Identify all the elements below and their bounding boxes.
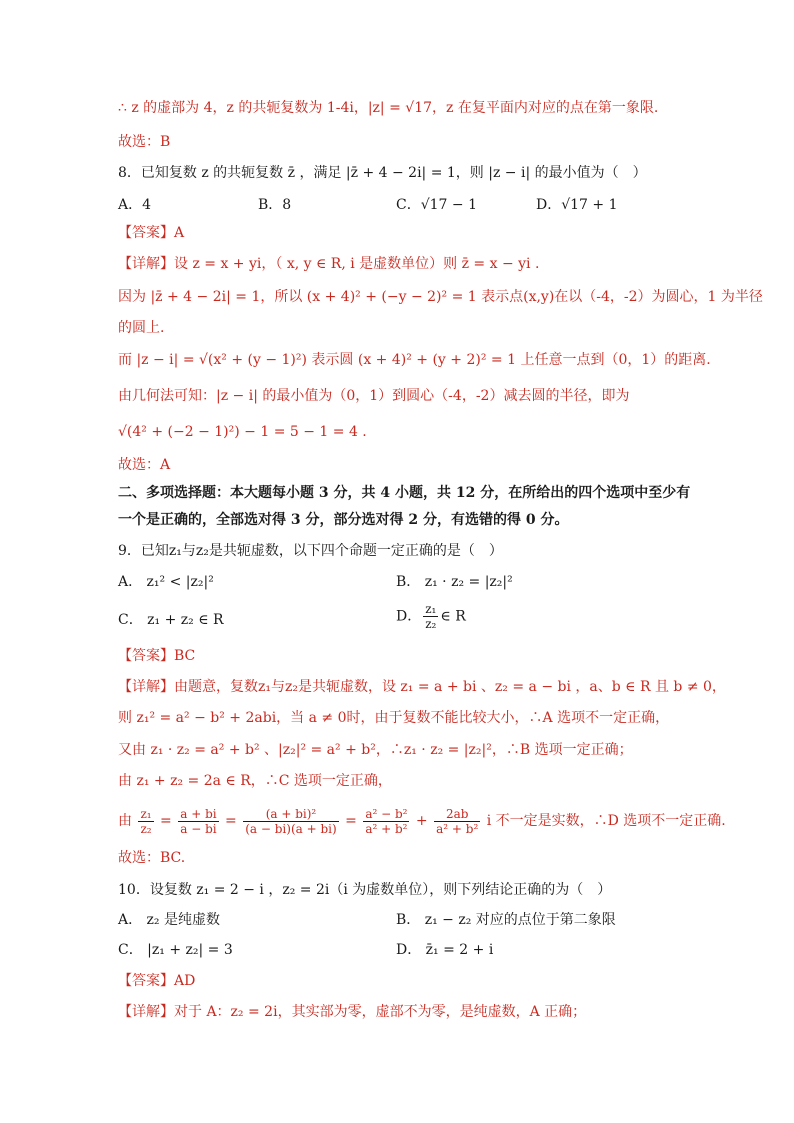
- fraction-denominator: a² + b²: [436, 821, 479, 836]
- question-10: 10．设复数 z₁ = 2 − i ，z₂ = 2i（i 为虚数单位），则下列结论正确的为（ ）: [118, 882, 612, 898]
- q8-option-c: C．√17 − 1: [396, 197, 477, 213]
- fraction: [243, 807, 338, 836]
- q8-option-a: A．4: [118, 197, 152, 213]
- q8-selection: 故选：A: [118, 457, 171, 473]
- q9-option-d-label: D．: [396, 608, 422, 625]
- q9-detail-4: 由 z₁ + z₂ = 2a ∈ R，∴C 选项一定正确，: [118, 773, 392, 789]
- q9-answer: 【答案】BC: [118, 648, 196, 664]
- fraction-numerator: (a + bi)²: [243, 807, 338, 822]
- fraction-denominator: a² + b²: [365, 821, 408, 836]
- equals: =: [225, 813, 237, 829]
- section-2-heading-1: 二、多项选择题：本大题每小题 3 分，共 4 小题，共 12 分，在所给出的四个选项中至少有: [118, 485, 691, 501]
- q9-option-c: C． z₁ + z₂ ∈ R: [118, 612, 224, 628]
- q8-detail-6: √(4² + (−2 − 1)²) − 1 = 5 − 1 = 4 .: [118, 424, 367, 440]
- fraction: [423, 602, 438, 631]
- fraction: [178, 807, 218, 836]
- q9-option-d-suffix: ∈ R: [440, 608, 466, 625]
- q9-option-d: [396, 602, 466, 631]
- fraction: [434, 807, 480, 836]
- q9-detail-2: 则 z₁² = a² − b² + 2abi，当 a ≠ 0时，由于复数不能比较大小，∴A 选项不一定正确，: [118, 710, 670, 726]
- fraction-denominator: z₂: [425, 617, 437, 631]
- q9-option-a: A． z₁² < |z₂|²: [118, 574, 214, 590]
- q10-answer: 【答案】AD: [118, 973, 196, 989]
- fraction-numerator: a² − b²: [365, 806, 408, 821]
- q9-detail-3: 又由 z₁ · z₂ = a² + b² 、|z₂|² = a² + b²，∴z₁ · z₂ = |z₂|²，∴B 选项一定正确；: [118, 742, 633, 758]
- section-2-heading-2: 一个是正确的，全部选对得 3 分，部分选对得 2 分，有选错的得 0 分。: [118, 512, 569, 528]
- question-8: 8．已知复数 z 的共轭复数 z̄ ，满足 |z̄ + 4 − 2i| = 1，则 |z − i| 的最小值为（ ）: [118, 165, 647, 181]
- q10-option-d: D． z̄₁ = 2 + i: [396, 942, 494, 958]
- fraction-denominator: z₂: [140, 821, 152, 836]
- q8-detail-2: 因为 |z̄ + 4 − 2i| = 1，所以 (x + 4)² + (−y − 2)² = 1 表示点(x,y)在以（-4，-2）为圆心，1 为半径: [118, 289, 763, 305]
- fraction-numerator: z₁: [140, 806, 152, 821]
- text: i 不一定是实数，∴D 选项不一定正确.: [486, 813, 726, 829]
- q10-detail-1: 【详解】对于 A：z₂ = 2i，其实部为零，虚部不为零，是纯虚数，A 正确；: [118, 1004, 587, 1020]
- q10-option-b: B． z₁ − z₂ 对应的点位于第二象限: [396, 912, 616, 928]
- fraction-numerator: a + bi: [180, 806, 217, 821]
- fraction-denominator: a − bi: [180, 821, 217, 836]
- fraction-numerator: z₁: [425, 602, 437, 616]
- solution-line: ∴ z 的虚部为 4，z 的共轭复数为 1-4i，|z| = √17，z 在复平面内对应的点在第一象限.: [118, 100, 659, 116]
- q9-selection: 故选：BC.: [118, 850, 186, 866]
- q9-detail-1: 【详解】由题意，复数z₁与z₂是共轭虚数，设 z₁ = a + bi 、z₂ = a − bi ，a、b ∈ R 且 b ≠ 0，: [118, 679, 726, 695]
- text: 由: [118, 813, 132, 829]
- q8-answer: 【答案】A: [118, 225, 185, 241]
- equals: =: [160, 813, 172, 829]
- equals: =: [345, 813, 357, 829]
- plus: +: [415, 813, 428, 829]
- question-9: 9．已知z₁与z₂是共轭虚数，以下四个命题一定正确的是（ ）: [118, 543, 503, 559]
- q8-detail-3: 的圆上.: [118, 320, 165, 336]
- q8-option-d: D．√17 + 1: [536, 197, 618, 213]
- q8-detail-1: 【详解】设 z = x + yi，（ x, y ∈ R, i 是虚数单位）则 z̄ = x − yi .: [118, 256, 540, 272]
- q8-detail-4: 而 |z − i| = √(x² + (y − 1)²) 表示圆 (x + 4)² + (y + 2)² = 1 上任意一点到（0，1）的距离.: [118, 352, 711, 368]
- q9-detail-5: [118, 803, 724, 839]
- q10-option-a: A． z₂ 是纯虚数: [118, 912, 220, 928]
- q8-option-b: B．8: [258, 197, 292, 213]
- fraction: [138, 807, 153, 836]
- q9-option-b: B． z₁ · z₂ = |z₂|²: [396, 574, 513, 590]
- fraction-numerator: 2ab: [434, 807, 480, 822]
- answer-choice-line: 故选：B: [118, 134, 171, 150]
- q8-detail-5: 由几何法可知：|z − i| 的最小值为（0，1）到圆心（-4，-2）减去圆的半径，即为: [118, 388, 630, 404]
- fraction-denominator: (a − bi)(a + bi): [245, 821, 337, 836]
- q10-option-c: C． |z₁ + z₂| = 3: [118, 942, 233, 958]
- fraction: [363, 807, 409, 836]
